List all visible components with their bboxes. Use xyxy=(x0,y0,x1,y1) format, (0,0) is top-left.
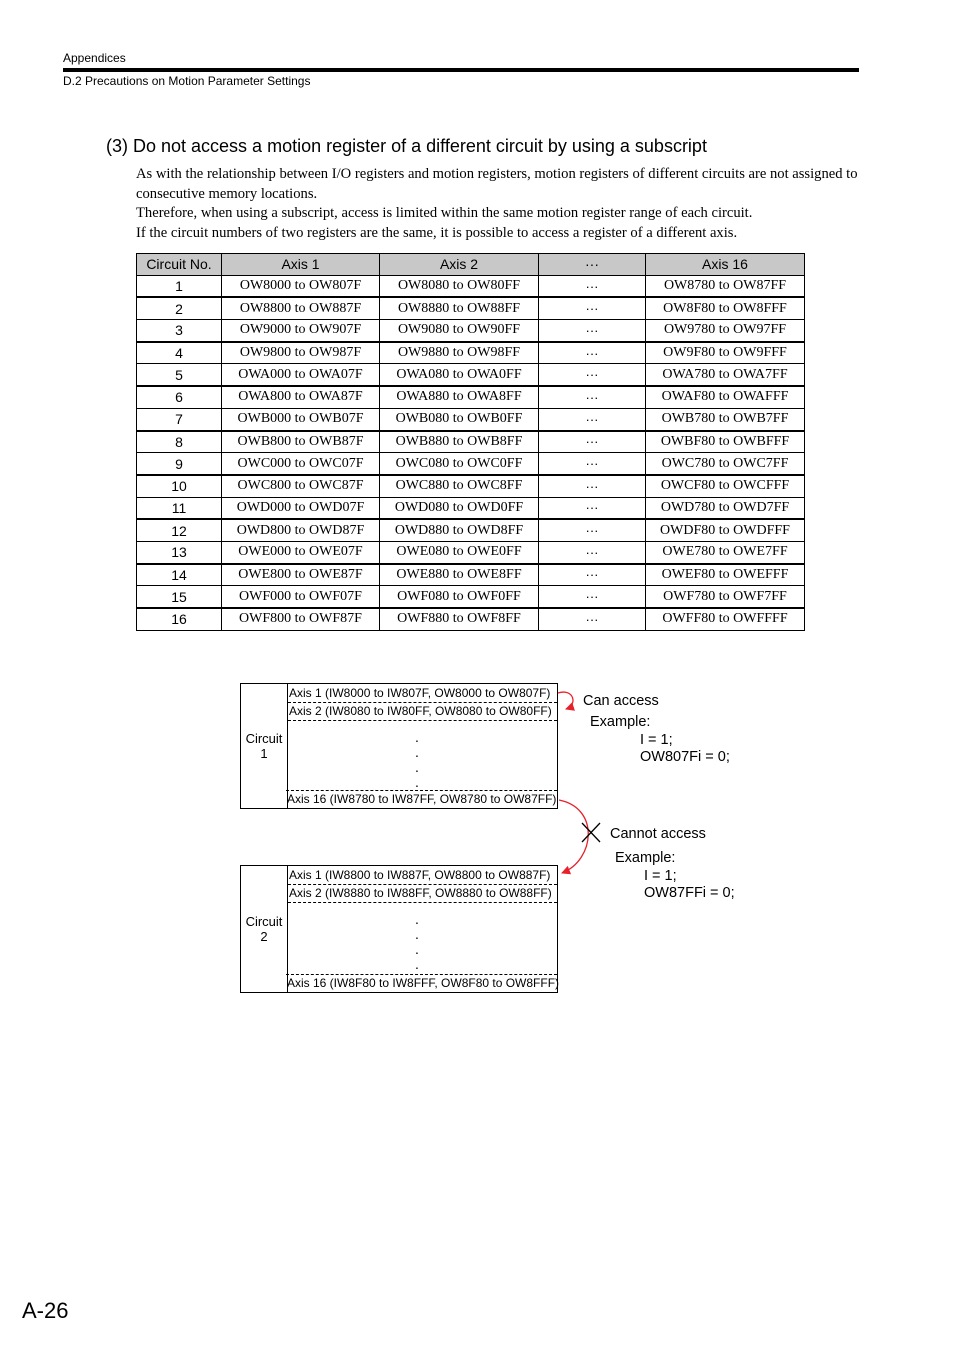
axis-2-cell: OWF880 to OWF8FF xyxy=(380,608,539,630)
circuit-no-cell: 15 xyxy=(137,586,222,608)
ellipsis-cell: ··· xyxy=(539,608,646,630)
can-access-arrow xyxy=(558,692,573,709)
circuit-1-label: Circuit 1 xyxy=(245,731,283,761)
cannot-access-arrow xyxy=(559,800,588,873)
header-axis-1: Axis 1 xyxy=(222,254,380,276)
paragraph-2: Therefore, when using a subscript, access is limited within the same motion register range of each circuit. xyxy=(136,205,753,221)
ellipsis-cell: ··· xyxy=(539,475,646,497)
axis-1-cell: OW9800 to OW987F xyxy=(222,342,380,364)
circuit-no-cell: 16 xyxy=(137,608,222,630)
axis-16-cell: OWB780 to OWB7FF xyxy=(646,408,805,430)
ellipsis-cell: ··· xyxy=(539,497,646,519)
cannot-access-title: Cannot access xyxy=(610,826,706,842)
ellipsis-cell: ··· xyxy=(539,564,646,586)
axis-2-cell: OWD080 to OWD0FF xyxy=(380,497,539,519)
paragraph-1: As with the relationship between I/O registers and motion registers, motion registers of different circuits are not assigned to consecutive memory locations. xyxy=(136,166,858,202)
circuit-2-label: Circuit 2 xyxy=(245,914,283,944)
axis-1-cell: OWC000 to OWC07F xyxy=(222,453,380,475)
circuit-no-cell: 11 xyxy=(137,497,222,519)
axis-1-cell: OW9000 to OW907F xyxy=(222,320,380,342)
axis-1-cell: OWF800 to OWF87F xyxy=(222,608,380,630)
axis-2-cell: OW9080 to OW90FF xyxy=(380,320,539,342)
circuit-no-cell: 3 xyxy=(137,320,222,342)
can-access-line-2: OW807Fi = 0; xyxy=(640,749,730,765)
circuit-no-cell: 10 xyxy=(137,475,222,497)
axis-16-cell: OWE780 to OWE7FF xyxy=(646,541,805,563)
circuit-no-cell: 14 xyxy=(137,564,222,586)
axis-16-cell: OW9F80 to OW9FFF xyxy=(646,342,805,364)
axis-2-cell: OW9880 to OW98FF xyxy=(380,342,539,364)
axis-2-cell: OWC880 to OWC8FF xyxy=(380,475,539,497)
axis-16-cell: OW8780 to OW87FF xyxy=(646,275,805,297)
page-number: A-26 xyxy=(22,1298,69,1323)
axis-16-cell: OWAF80 to OWAFFF xyxy=(646,386,805,408)
axis-1-cell: OWB800 to OWB87F xyxy=(222,431,380,453)
circuit-no-cell: 2 xyxy=(137,297,222,319)
ellipsis-cell: ··· xyxy=(539,275,646,297)
header-ellipsis: ··· xyxy=(539,254,646,276)
axis-2-cell: OW8080 to OW80FF xyxy=(380,275,539,297)
cannot-access-line-2: OW87FFi = 0; xyxy=(644,885,735,901)
circuit-no-cell: 12 xyxy=(137,519,222,541)
axis-2-cell: OWA880 to OWA8FF xyxy=(380,386,539,408)
can-access-line-1: I = 1; xyxy=(640,732,673,748)
header-axis-2: Axis 2 xyxy=(380,254,539,276)
axis-1-cell: OWD800 to OWD87F xyxy=(222,519,380,541)
circuit-no-cell: 8 xyxy=(137,431,222,453)
can-access-title: Can access xyxy=(583,693,659,709)
axis-16-cell: OWA780 to OWA7FF xyxy=(646,364,805,386)
header-subsection: D.2 Precautions on Motion Parameter Settings xyxy=(63,74,311,88)
circuit-no-cell: 6 xyxy=(137,386,222,408)
circuit-2-axis-2: Axis 2 (IW8880 to IW88FF, OW8880 to OW88FF) xyxy=(288,885,557,903)
circuit-no-cell: 4 xyxy=(137,342,222,364)
ellipsis-cell: ··· xyxy=(539,519,646,541)
axis-2-cell: OWE080 to OWE0FF xyxy=(380,541,539,563)
ellipsis-cell: ··· xyxy=(539,431,646,453)
circuit-2-vertical-dots: . . . . xyxy=(415,911,419,972)
axis-2-cell: OWE880 to OWE8FF xyxy=(380,564,539,586)
axis-16-cell: OWEF80 to OWEFFF xyxy=(646,564,805,586)
circuit-no-cell: 5 xyxy=(137,364,222,386)
axis-1-cell: OWC800 to OWC87F xyxy=(222,475,380,497)
header-circuit-no: Circuit No. xyxy=(137,254,222,276)
circuit-no-cell: 1 xyxy=(137,275,222,297)
axis-16-cell: OWBF80 to OWBFFF xyxy=(646,431,805,453)
header-section: Appendices xyxy=(63,51,126,65)
circuit-1-vertical-dots: . . . . xyxy=(415,729,419,790)
ellipsis-cell: ··· xyxy=(539,320,646,342)
circuit-no-cell: 13 xyxy=(137,541,222,563)
circuit-2-axis-16: Axis 16 (IW8F80 to IW8FFF, OW8F80 to OW8FFF) xyxy=(287,976,560,990)
axis-2-cell: OWB080 to OWB0FF xyxy=(380,408,539,430)
axis-2-cell: OWD880 to OWD8FF xyxy=(380,519,539,541)
axis-16-cell: OW9780 to OW97FF xyxy=(646,320,805,342)
axis-2-cell: OWB880 to OWB8FF xyxy=(380,431,539,453)
ellipsis-cell: ··· xyxy=(539,297,646,319)
axis-1-cell: OWE000 to OWE07F xyxy=(222,541,380,563)
cannot-access-example-label: Example: xyxy=(615,850,676,866)
ellipsis-cell: ··· xyxy=(539,364,646,386)
ellipsis-cell: ··· xyxy=(539,586,646,608)
ellipsis-cell: ··· xyxy=(539,386,646,408)
axis-1-cell: OWE800 to OWE87F xyxy=(222,564,380,586)
axis-1-cell: OWB000 to OWB07F xyxy=(222,408,380,430)
section-heading: (3) Do not access a motion register of a different circuit by using a subscript xyxy=(106,136,707,156)
axis-16-cell: OWF780 to OWF7FF xyxy=(646,586,805,608)
ellipsis-cell: ··· xyxy=(539,408,646,430)
can-access-example-label: Example: xyxy=(590,714,651,730)
cannot-access-line-1: I = 1; xyxy=(644,868,677,884)
axis-1-cell: OWA800 to OWA87F xyxy=(222,386,380,408)
axis-1-cell: OW8800 to OW887F xyxy=(222,297,380,319)
axis-16-cell: OWCF80 to OWCFFF xyxy=(646,475,805,497)
axis-2-cell: OWF080 to OWF0FF xyxy=(380,586,539,608)
axis-16-cell: OWC780 to OWC7FF xyxy=(646,453,805,475)
axis-1-cell: OWA000 to OWA07F xyxy=(222,364,380,386)
ellipsis-cell: ··· xyxy=(539,453,646,475)
axis-16-cell: OWFF80 to OWFFFF xyxy=(646,608,805,630)
axis-1-cell: OW8000 to OW807F xyxy=(222,275,380,297)
axis-2-cell: OW8880 to OW88FF xyxy=(380,297,539,319)
ellipsis-cell: ··· xyxy=(539,342,646,364)
header-axis-16: Axis 16 xyxy=(646,254,805,276)
axis-2-cell: OWA080 to OWA0FF xyxy=(380,364,539,386)
circuit-no-cell: 9 xyxy=(137,453,222,475)
axis-1-cell: OWF000 to OWF07F xyxy=(222,586,380,608)
circuit-1-axis-2: Axis 2 (IW8080 to IW80FF, OW8080 to OW80FF) xyxy=(288,703,557,721)
axis-16-cell: OWDF80 to OWDFFF xyxy=(646,519,805,541)
circuit-1-axis-1: Axis 1 (IW8000 to IW807F, OW8000 to OW807F) xyxy=(288,685,557,703)
paragraph-3: If the circuit numbers of two registers are the same, it is possible to access a register of a different axis. xyxy=(136,224,738,241)
axis-16-cell: OW8F80 to OW8FFF xyxy=(646,297,805,319)
axis-2-cell: OWC080 to OWC0FF xyxy=(380,453,539,475)
circuit-1-axis-16: Axis 16 (IW8780 to IW87FF, OW8780 to OW87FF) xyxy=(287,792,557,806)
axis-1-cell: OWD000 to OWD07F xyxy=(222,497,380,519)
ellipsis-cell: ··· xyxy=(539,541,646,563)
circuit-2-axis-1: Axis 1 (IW8800 to IW887F, OW8800 to OW887F) xyxy=(288,867,557,885)
circuit-no-cell: 7 xyxy=(137,408,222,430)
axis-16-cell: OWD780 to OWD7FF xyxy=(646,497,805,519)
